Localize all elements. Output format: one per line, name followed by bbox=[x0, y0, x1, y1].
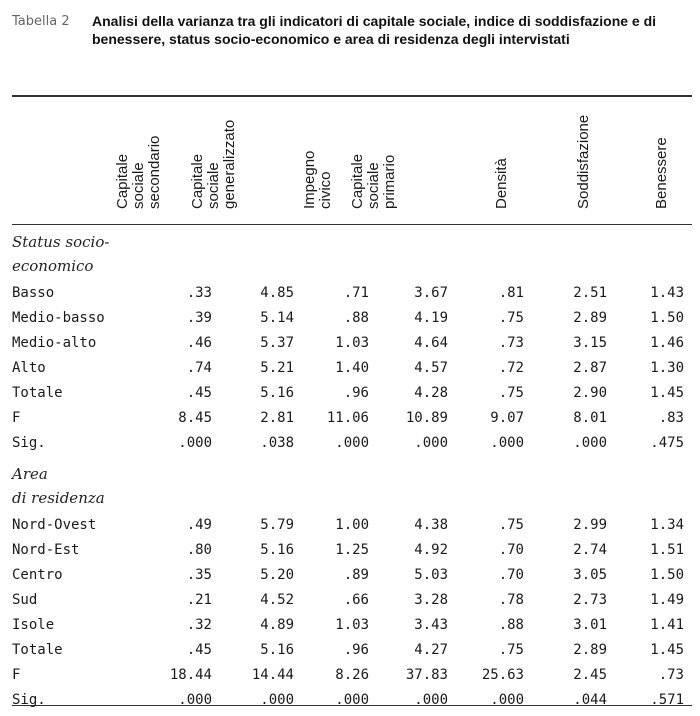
table-cell: .81 bbox=[498, 285, 524, 301]
table-cell: 2.45 bbox=[573, 667, 607, 683]
table-cell: .70 bbox=[498, 542, 524, 558]
table-row bbox=[12, 513, 692, 537]
table-cell: .96 bbox=[343, 642, 369, 658]
table-cell: 1.51 bbox=[650, 542, 684, 558]
table-cell: 4.28 bbox=[414, 385, 448, 401]
table-cell: .89 bbox=[343, 567, 369, 583]
table-row bbox=[12, 688, 692, 712]
table-cell: 8.01 bbox=[573, 410, 607, 426]
table-cell: 5.16 bbox=[260, 542, 294, 558]
table-cell: .49 bbox=[186, 517, 212, 533]
table-row bbox=[12, 663, 692, 687]
table-row bbox=[12, 406, 692, 430]
column-header-text: Capitale sociale primario bbox=[349, 153, 398, 209]
table-row bbox=[12, 356, 692, 380]
column-header-text: Capitale sociale secondario bbox=[114, 135, 163, 209]
row-label: Isole bbox=[12, 617, 55, 633]
table-cell: .35 bbox=[186, 567, 212, 583]
table-cell: 1.25 bbox=[335, 542, 369, 558]
table-cell: 9.07 bbox=[490, 410, 524, 426]
row-label: Totale bbox=[12, 642, 63, 658]
top-rule bbox=[12, 95, 692, 97]
table-cell: .88 bbox=[498, 617, 524, 633]
table-cell: 5.14 bbox=[260, 310, 294, 326]
table-cell: .74 bbox=[186, 360, 212, 376]
table-cell: 1.49 bbox=[650, 592, 684, 608]
table-cell: 2.99 bbox=[573, 517, 607, 533]
table-cell: 8.26 bbox=[335, 667, 369, 683]
table-cell: .000 bbox=[335, 692, 369, 708]
table-cell: 2.81 bbox=[260, 410, 294, 426]
table-cell: 2.87 bbox=[573, 360, 607, 376]
table-cell: 1.50 bbox=[650, 567, 684, 583]
table-cell: .75 bbox=[498, 642, 524, 658]
table-cell: 1.41 bbox=[650, 617, 684, 633]
table-cell: 3.67 bbox=[414, 285, 448, 301]
section-title: Area di residenza bbox=[12, 465, 105, 507]
table-cell: 1.43 bbox=[650, 285, 684, 301]
table-cell: 3.01 bbox=[573, 617, 607, 633]
table-row bbox=[12, 538, 692, 562]
row-label: Medio-basso bbox=[12, 310, 105, 326]
table-cell: 5.16 bbox=[260, 385, 294, 401]
table-cell: .73 bbox=[498, 335, 524, 351]
table-cell: 5.20 bbox=[260, 567, 294, 583]
table-cell: 4.57 bbox=[414, 360, 448, 376]
table-cell: 11.06 bbox=[326, 410, 369, 426]
table-cell: 5.21 bbox=[260, 360, 294, 376]
table-row bbox=[12, 431, 692, 455]
row-label: Sud bbox=[12, 592, 38, 608]
table-cell: 4.52 bbox=[260, 592, 294, 608]
table-cell: .000 bbox=[414, 692, 448, 708]
table-cell: .000 bbox=[178, 435, 212, 451]
table-cell: 5.16 bbox=[260, 642, 294, 658]
table-number: Tabella 2 bbox=[12, 14, 70, 29]
table-cell: 4.38 bbox=[414, 517, 448, 533]
table-cell: .000 bbox=[573, 435, 607, 451]
table-cell: .000 bbox=[335, 435, 369, 451]
table-cell: 5.79 bbox=[260, 517, 294, 533]
column-header-text: Soddisfazione bbox=[575, 114, 592, 209]
row-label: Centro bbox=[12, 567, 63, 583]
table-cell: 2.89 bbox=[573, 310, 607, 326]
table-cell: 1.03 bbox=[335, 617, 369, 633]
table-cell: 5.37 bbox=[260, 335, 294, 351]
row-label: F bbox=[12, 667, 21, 683]
table-row bbox=[12, 613, 692, 637]
row-label: Sig. bbox=[12, 692, 46, 708]
table-cell: 1.34 bbox=[650, 517, 684, 533]
table-cell: .571 bbox=[650, 692, 684, 708]
table-cell: 1.03 bbox=[335, 335, 369, 351]
table-cell: 1.46 bbox=[650, 335, 684, 351]
table-cell: .038 bbox=[260, 435, 294, 451]
table-cell: 2.89 bbox=[573, 642, 607, 658]
table-cell: 3.28 bbox=[414, 592, 448, 608]
row-label: Basso bbox=[12, 285, 55, 301]
table-cell: .044 bbox=[573, 692, 607, 708]
table-cell: .000 bbox=[490, 692, 524, 708]
table-cell: 8.45 bbox=[178, 410, 212, 426]
table-row bbox=[12, 563, 692, 587]
column-header-text: Capitale sociale generalizzato bbox=[189, 119, 238, 209]
table-cell: 10.89 bbox=[405, 410, 448, 426]
table-cell: .96 bbox=[343, 385, 369, 401]
row-label: Totale bbox=[12, 385, 63, 401]
table-cell: 1.30 bbox=[650, 360, 684, 376]
table-cell: .71 bbox=[343, 285, 369, 301]
table-cell: .45 bbox=[186, 385, 212, 401]
table-cell: 4.89 bbox=[260, 617, 294, 633]
table-cell: 18.44 bbox=[169, 667, 212, 683]
table-cell: 1.40 bbox=[335, 360, 369, 376]
table-title: Analisi della varianza tra gli indicatori di capitale sociale, indice di soddisfazione e di benessere, status socio-economico e area di residenza degli intervistati bbox=[92, 13, 657, 47]
row-label: Alto bbox=[12, 360, 46, 376]
table-cell: 4.27 bbox=[414, 642, 448, 658]
table-cell: .66 bbox=[343, 592, 369, 608]
table-cell: .80 bbox=[186, 542, 212, 558]
table-cell: .75 bbox=[498, 385, 524, 401]
table-cell: .32 bbox=[186, 617, 212, 633]
table-cell: 25.63 bbox=[481, 667, 524, 683]
table-cell: .21 bbox=[186, 592, 212, 608]
table-cell: .75 bbox=[498, 310, 524, 326]
row-label: Medio-alto bbox=[12, 335, 97, 351]
column-header-text: Densità bbox=[493, 158, 510, 209]
table-cell: .475 bbox=[650, 435, 684, 451]
table-row bbox=[12, 306, 692, 330]
table-cell: 3.05 bbox=[573, 567, 607, 583]
table-row bbox=[12, 381, 692, 405]
table-row bbox=[12, 638, 692, 662]
column-header-text: Impegno civico bbox=[301, 150, 334, 209]
table-cell: 2.73 bbox=[573, 592, 607, 608]
table-cell: .000 bbox=[414, 435, 448, 451]
table-cell: .75 bbox=[498, 517, 524, 533]
table-cell: .000 bbox=[178, 692, 212, 708]
table-cell: 4.19 bbox=[414, 310, 448, 326]
table-cell: 2.74 bbox=[573, 542, 607, 558]
table-cell: .70 bbox=[498, 567, 524, 583]
table-row bbox=[12, 281, 692, 305]
table-cell: 1.50 bbox=[650, 310, 684, 326]
header-rule bbox=[12, 224, 692, 225]
column-header-text: Benessere bbox=[653, 137, 670, 209]
table-cell: .45 bbox=[186, 642, 212, 658]
table-cell: 4.85 bbox=[260, 285, 294, 301]
table-cell: .39 bbox=[186, 310, 212, 326]
table-cell: .000 bbox=[490, 435, 524, 451]
row-label: Sig. bbox=[12, 435, 46, 451]
table-row bbox=[12, 331, 692, 355]
table-cell: 1.00 bbox=[335, 517, 369, 533]
table-cell: .73 bbox=[658, 667, 684, 683]
table-cell: .000 bbox=[260, 692, 294, 708]
table-cell: 3.43 bbox=[414, 617, 448, 633]
table-cell: .78 bbox=[498, 592, 524, 608]
table-cell: 4.92 bbox=[414, 542, 448, 558]
table-cell: 4.64 bbox=[414, 335, 448, 351]
row-label: F bbox=[12, 410, 21, 426]
table-cell: 37.83 bbox=[405, 667, 448, 683]
table-cell: .88 bbox=[343, 310, 369, 326]
table-row bbox=[12, 588, 692, 612]
table-cell: .33 bbox=[186, 285, 212, 301]
table-cell: .83 bbox=[658, 410, 684, 426]
table-cell: .72 bbox=[498, 360, 524, 376]
table-cell: 1.45 bbox=[650, 642, 684, 658]
table-cell: 2.90 bbox=[573, 385, 607, 401]
table-cell: 2.51 bbox=[573, 285, 607, 301]
table-cell: 14.44 bbox=[251, 667, 294, 683]
row-label: Nord-Ovest bbox=[12, 517, 97, 533]
table-cell: 3.15 bbox=[573, 335, 607, 351]
table-cell: 1.45 bbox=[650, 385, 684, 401]
section-title: Status socio- economico bbox=[12, 233, 110, 275]
table-cell: .46 bbox=[186, 335, 212, 351]
row-label: Nord-Est bbox=[12, 542, 80, 558]
table-cell: 5.03 bbox=[414, 567, 448, 583]
